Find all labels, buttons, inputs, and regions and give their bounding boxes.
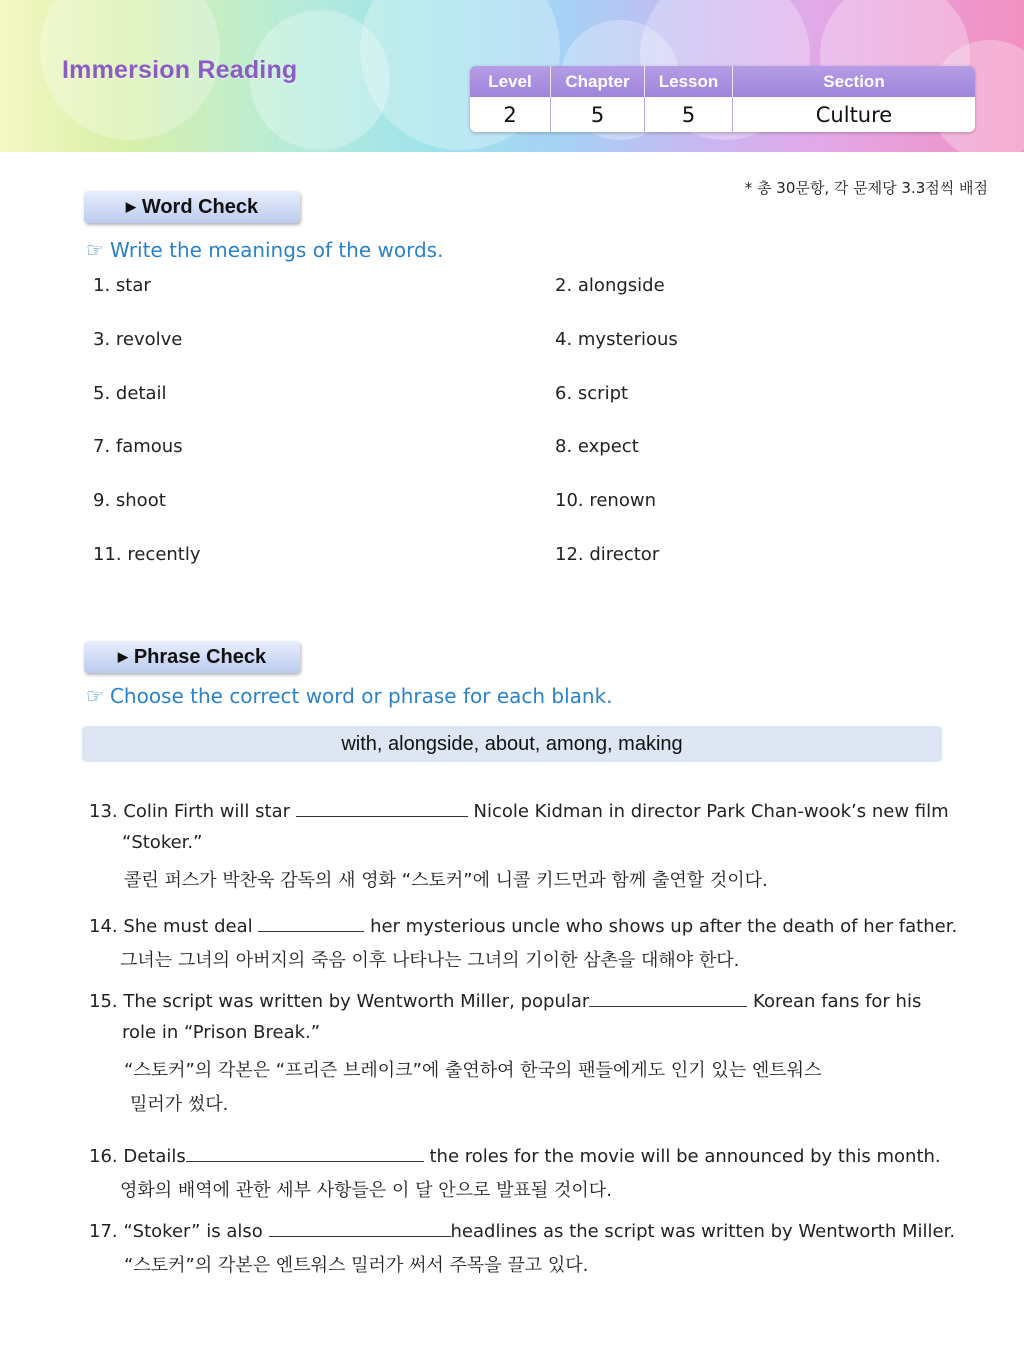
- question-text: 13. Colin Firth will star: [89, 801, 291, 822]
- word-item: 7. famous: [93, 436, 183, 457]
- korean-translation: “스토커”의 각본은 엔트워스 밀러가 써서 주목을 끌고 있다.: [124, 1255, 589, 1276]
- level-value: 2: [470, 97, 551, 132]
- lesson-value: 5: [645, 97, 733, 132]
- play-triangle-icon: ▶: [117, 649, 128, 664]
- chapter-header: Chapter: [551, 66, 645, 97]
- phrase-check-instruction: [86, 684, 613, 708]
- word-item: 9. shoot: [93, 490, 166, 511]
- header-banner: [0, 0, 1024, 152]
- korean-translation: 그녀는 그녀의 아버지의 죽음 이후 나타나는 그녀의 기이한 삼촌을 대해야 한다.: [120, 950, 740, 971]
- scoring-note: * 총 30문항, 각 문제당 3.3점씩 배점: [744, 179, 988, 197]
- word-check-instruction: [86, 238, 443, 262]
- word-item: 4. mysterious: [555, 329, 678, 350]
- word-item: 1. star: [93, 275, 151, 296]
- word-item: 2. alongside: [555, 275, 665, 296]
- word-item: 11. recently: [93, 544, 201, 565]
- question-13: [89, 798, 949, 822]
- word-check-heading: [84, 191, 300, 223]
- answer-blank[interactable]: [269, 1218, 451, 1237]
- word-item: 3. revolve: [93, 329, 183, 350]
- question-text: the roles for the movie will be announced by this month.: [429, 1146, 941, 1167]
- question-15: [89, 988, 921, 1012]
- level-header: Level: [470, 66, 551, 97]
- korean-translation: 밀러가 썼다.: [130, 1094, 229, 1115]
- lesson-info-values: [470, 97, 975, 132]
- question-text: her mysterious uncle who shows up after the death of her father.: [370, 916, 958, 937]
- answer-blank[interactable]: [186, 1143, 424, 1162]
- lesson-info-table: [470, 66, 975, 132]
- word-check-title: Word Check: [141, 195, 259, 218]
- answer-blank[interactable]: [296, 798, 468, 817]
- section-header: Section: [823, 71, 885, 91]
- question-text: headlines as the script was written by Wentworth Miller.: [450, 1221, 956, 1242]
- question-text: role in “Prison Break.”: [122, 1022, 321, 1043]
- korean-translation: 콜린 퍼스가 박찬욱 감독의 새 영화 “스토커”에 니콜 키드먼과 함께 출연할 것이다.: [124, 870, 768, 891]
- question-text: Nicole Kidman in director Park Chan-wook’s new film: [473, 801, 949, 822]
- section-value: Culture: [815, 102, 893, 127]
- question-text: “Stoker.”: [122, 832, 203, 853]
- answer-blank[interactable]: [258, 913, 364, 932]
- question-text: 14. She must deal: [89, 916, 253, 937]
- question-text: Korean fans for his: [753, 991, 922, 1012]
- question-16: [89, 1143, 941, 1167]
- phrase-check-instruction-text: Choose the correct word or phrase for each blank.: [109, 684, 613, 708]
- word-item: 12. director: [555, 544, 660, 565]
- question-17: [89, 1218, 955, 1242]
- chapter-value: 5: [551, 97, 645, 132]
- word-item: 8. expect: [555, 436, 639, 457]
- question-text: 17. “Stoker” is also: [89, 1221, 263, 1242]
- pointing-hand-icon: ☞: [86, 238, 104, 262]
- word-item: 6. script: [555, 383, 629, 404]
- word-check-instruction-text: Write the meanings of the words.: [109, 238, 444, 262]
- brand-title: Immersion Reading: [62, 56, 298, 84]
- word-item: 10. renown: [555, 490, 656, 511]
- korean-translation: “스토커”의 각본은 “프리즌 브레이크”에 출연하여 한국의 팬들에게도 인기 있는 엔트워스: [124, 1060, 822, 1081]
- lesson-info-header: [470, 66, 975, 97]
- play-triangle-icon: ▶: [125, 199, 136, 214]
- answer-blank[interactable]: [589, 988, 747, 1007]
- question-14: [89, 913, 957, 937]
- phrase-check-title: Phrase Check: [133, 645, 267, 668]
- pointing-hand-icon: ☞: [86, 684, 104, 708]
- question-text: 16. Details: [89, 1146, 186, 1167]
- phrase-check-heading: [84, 641, 300, 673]
- question-text: 15. The script was written by Wentworth Miller, popular: [89, 991, 590, 1012]
- lesson-header: Lesson: [645, 66, 733, 97]
- korean-translation: 영화의 배역에 관한 세부 사항들은 이 달 안으로 발표될 것이다.: [120, 1180, 612, 1201]
- word-item: 5. detail: [93, 383, 167, 404]
- word-bank: with, alongside, about, among, making: [82, 726, 942, 762]
